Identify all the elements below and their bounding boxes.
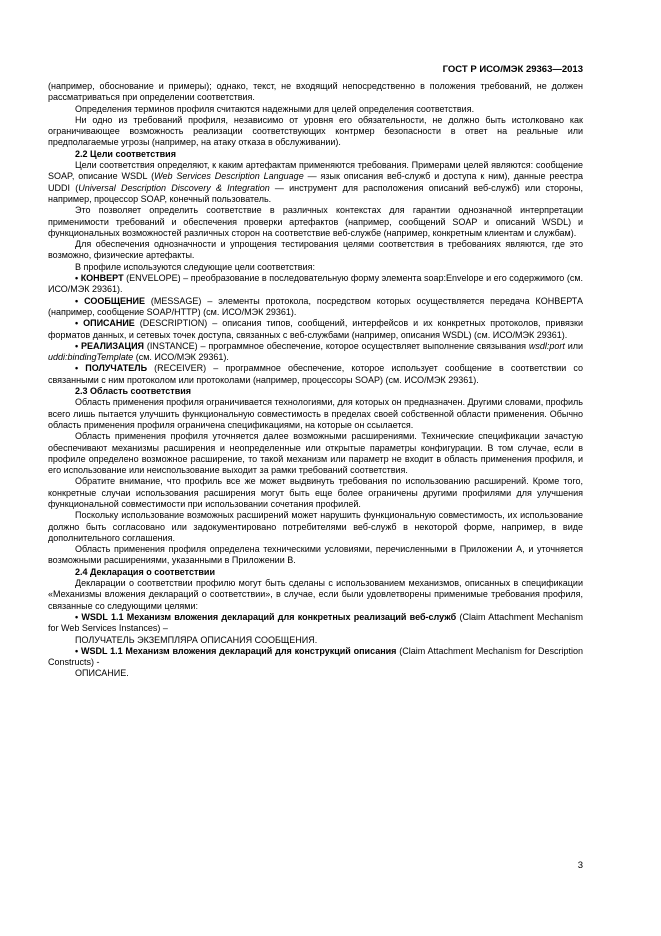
paragraph: ПОЛУЧАТЕЛЬ ЭКЗЕМПЛЯРА ОПИСАНИЯ СООБЩЕНИЯ. [75,634,318,645]
paragraph [48,160,583,205]
text-run: (RECEIVER) – программное обеспечение, которое использует сообщение в соответствии со связанными с ним протоколом или протоколами (например, процессоры SOAP) (см. ИСО/МЭК 29361). [48,363,583,385]
text-run: (ENVELOPE) – преобразование в последовательную форму элемента soap:Envelope и его содержимого (см. ИСО/МЭК 29361). [48,273,584,295]
paragraph: Для обеспечения однозначности и упрощения тестирования целями соответствия в требованиях являются, где это возможно, физические артефакты. [48,239,583,261]
list-item [48,341,583,364]
document-body [48,81,583,680]
list-item [48,296,583,319]
term: • WSDL 1.1 Механизм вложения деклараций для конструкций описания [75,645,397,656]
text-run: (Claim Attachment Mechanism for Web Services Instances) – [48,611,583,634]
term: • КОНВЕРТ [75,273,124,284]
paragraph: В профиле используются следующие цели соответствия: [75,261,315,272]
paragraph: ОПИСАНИЕ. [75,668,129,679]
text-run: wsdl:port [528,340,565,351]
list-item [48,273,583,296]
paragraph: Поскольку использование возможных расширений может нарушить функциональную совместимость, их использование должно быть согласовано или задокументировано потребителями веб-служб в некоторой форме, например, в виде дополнительного соглашения. [48,510,583,543]
paragraph: Область применения профиля уточняется далее возможными расширениями. Технические спецификации зачастую обеспечивают механизмы расширения и неопределенные или открытые параметры конфигурации. В том случае, если в профиле определено возможное расширение, то такой механизм или параметр не входит в область применения профиля, и его использование или неиспользование выходит за рамки требований соответствия. [48,431,583,476]
text-run: (DESCRIPTION) – описания типов, сообщений, интерфейсов и их конкретных протоколов, привязки форматов данных, и сетевых точек доступа, связанных с веб-службами (например, описания WSDL) (см. ИСО/МЭК 29361). [48,318,583,340]
term: • ОПИСАНИЕ [75,318,135,329]
text-run: — инструмент для расположения описаний веб-служб) или стороны, например, процессор SOAP, конечный пользователь. [48,182,584,204]
paragraph: Декларации о соответствии профилю могут быть сделаны с использованием механизмов, описанных в спецификации «Механизмы вложения деклараций о соответствии», в случае, если были удовлетворены применимые требования профиля, связанные со следующими целями: [48,578,583,611]
paragraph: (например, обоснование и примеры); однако, текст, не входящий непосредственно в положения требований, не должен рассматриваться при определении соответствия. [48,81,583,103]
text-run: (см. ИСО/МЭК 29361). [133,352,229,363]
text-run: Web Services Description Language [154,171,304,182]
term: • СООБЩЕНИЕ [75,295,145,306]
term: • РЕАЛИЗАЦИЯ [75,340,145,351]
page-header: ГОСТ Р ИСО/МЭК 29363—2013 [442,64,583,75]
paragraph: Область применения профиля ограничивается технологиями, для которых он предназначен. Другими словами, профиль всего лишь пытается улучшить функциональную совместимость в пределах своей собственной области применения. Обычно область применения профиля ограничена спецификациями, на которые он ссылается. [48,397,583,430]
list-item [48,318,583,341]
text-run: uddi:bindingTemplate [48,352,134,363]
text-run: (Claim Attachment Mechanism for Description Constructs) - [48,645,584,668]
list-item [48,363,583,386]
text-run: Цели соответствия определяют, к каким артефактам применяются требования. Примерами целей являются: сообщение SOAP, описание WSDL ( [48,160,583,182]
paragraph: Область применения профиля определена техническими условиями, перечисленными в Приложении А, и уточняется возможными расширениями, указанными в Приложении В. [48,544,583,566]
section-heading-2-2: 2.2 Цели соответствия [75,148,176,159]
paragraph: Определения терминов профиля считаются надежными для целей определения соответствия. [75,103,475,114]
text-run: (MESSAGE) – элементы протокола, посредством которых осуществляется передача КОНВЕРТА (например, сообщение SOAP/HTTP) (см. ИСО/МЭК 29361). [48,295,584,317]
text-run: (INSTANCE) – программное обеспечение, которое осуществляет выполнение связывания [144,340,529,351]
paragraph: Ни одно из требований профиля, независимо от уровня его обязательности, не должно быть истолковано как ограничивающее возможность реализации соответствующих контрмер безопасности в ответ на реальные или предполагаемые угрозы (например, на атаку отказа в обслуживании). [48,114,583,148]
term: • ПОЛУЧАТЕЛЬ [75,363,148,374]
section-heading-2-4: 2.4 Декларация о соответствии [75,566,215,577]
page-number: 3 [577,860,583,871]
section-heading-2-3: 2.3 Область соответствия [75,386,192,397]
text-run: Universal Description Discovery & Integration [78,182,270,193]
text-run: — язык описания веб-служб и доступа к ним), данные реестра UDDI ( [48,171,583,193]
paragraph: Обратите внимание, что профиль все же может выдвинуть требования по использованию расширений. Кроме того, конкретные случаи использования расширения могут быть еще более ограничены другими профилями для улучшения функциональной совместимости при использовании сочетания профилей. [48,476,583,509]
paragraph: Это позволяет определить соответствие в различных контекстах для гарантии однозначной интерпретации применимости требований и обеспечения проверки артефактов (например, сообщений SOAP и описаний WSDL) и функциональных возможностей различных сторон на соответствие веб-службе (например, конкретным клиентам и службам). [48,205,583,238]
list-item [48,612,583,635]
text-run: или [564,340,584,351]
term: • WSDL 1.1 Механизм вложения деклараций для конкретных реализаций веб-служб [75,611,457,622]
list-item [48,646,583,669]
